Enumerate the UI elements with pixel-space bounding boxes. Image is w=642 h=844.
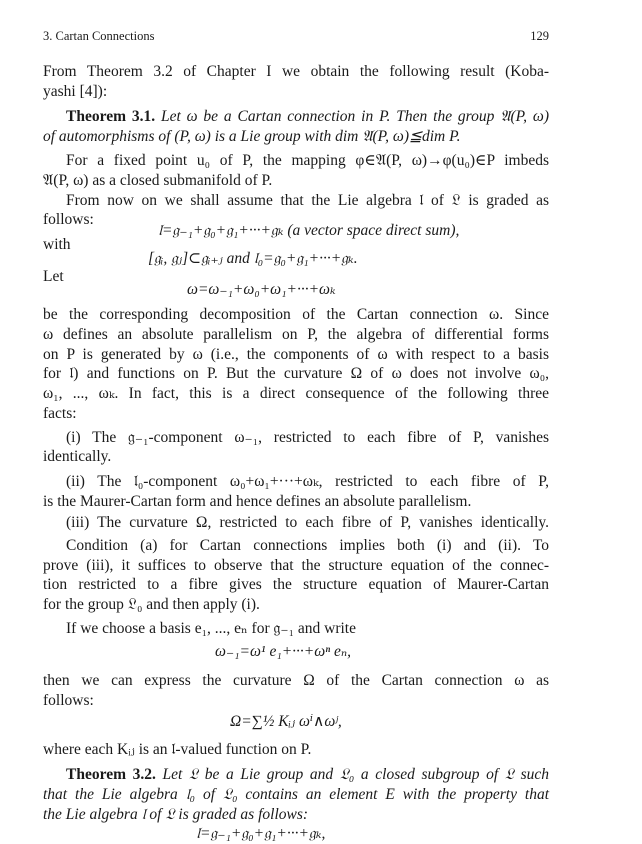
text-line: yashi [4]):: [43, 83, 108, 100]
theorem-3-1: [66, 108, 549, 126]
text-line: be the corresponding decomposition of the Cartan connection ω. Since: [43, 306, 549, 323]
text-line: with: [43, 236, 71, 253]
text-line: on P is generated by ω (i.e., the components of ω with respect to a basis: [43, 346, 549, 363]
theorem-label: Theorem 3.1.: [66, 108, 156, 125]
text-line: Let: [43, 268, 64, 285]
theorem-text: Let ω be a Cartan connection in P. Then the group 𝔄(P, ω): [160, 108, 549, 125]
equation: 𝔩=𝔤₋₁+𝔤₀+𝔤₁+···+𝔤ₖ (a vector space direct sum),: [158, 222, 460, 239]
theorem-text: Let 𝔏 be a Lie group and 𝔏₀ a closed subgroup of 𝔏 such: [162, 766, 550, 783]
text-line: (ii) The 𝔩₀-component ω₀+ω₁+···+ωₖ, restricted to each fibre of P,: [66, 473, 549, 490]
text-line: prove (iii), it suffices to observe that the structure equation of the connec-: [43, 557, 549, 574]
text-line: of automorphisms of (P, ω) is a Lie group with dim 𝔄(P, ω)≦dim P.: [43, 128, 461, 145]
equation: [𝔤ᵢ, 𝔤ⱼ]⊂𝔤ᵢ₊ⱼ and 𝔩₀=𝔤₀+𝔤₁+···+𝔤ₖ.: [148, 250, 358, 267]
equation: ω=ω₋₁+ω₀+ω₁+···+ωₖ: [187, 281, 336, 298]
text-line: (i) The 𝔤₋₁-component ω₋₁, restricted to each fibre of P, vanishes: [66, 429, 549, 446]
text-line: for the group 𝔏₀ and then apply (i).: [43, 596, 260, 613]
equation: ω₋₁=ω¹ e₁+···+ωⁿ eₙ,: [215, 643, 351, 660]
text-line: 𝔄(P, ω) as a closed submanifold of P.: [43, 172, 273, 189]
text-line: follows:: [43, 692, 94, 709]
text-line: where each Kᵢⱼ is an 𝔩-valued function on P.: [43, 741, 312, 758]
equation: Ω=∑½ Kᵢⱼ ωⁱ∧ωʲ,: [230, 713, 342, 730]
text-line: the Lie algebra 𝔩 of 𝔏 is graded as follows:: [43, 806, 309, 823]
text-line: for 𝔩) and functions on P. But the curvature Ω of ω does not involve ω₀,: [43, 365, 549, 382]
page-number: 129: [530, 29, 549, 43]
text-line: From now on we shall assume that the Lie algebra 𝔩 of 𝔏 is graded as: [66, 192, 549, 209]
text-line: tion restricted to a fibre gives the structure equation of Maurer-Cartan: [43, 576, 549, 593]
text-line: If we choose a basis e₁, ..., eₙ for 𝔤₋₁ and write: [66, 620, 356, 637]
text-line: follows:: [43, 211, 94, 228]
running-header: 3. Cartan Connections: [43, 29, 155, 43]
text-line: is the Maurer-Cartan form and hence defines an absolute parallelism.: [43, 493, 472, 510]
text-line: ω₁, ..., ωₖ. In fact, this is a direct consequence of the following three: [43, 385, 549, 402]
theorem-label: Theorem 3.2.: [66, 766, 156, 783]
text-line: (iii) The curvature Ω, restricted to each fibre of P, vanishes identically.: [66, 514, 549, 531]
text-line: Condition (a) for Cartan connections implies both (i) and (ii). To: [66, 537, 549, 554]
text-line: facts:: [43, 405, 77, 422]
text-line: that the Lie algebra 𝔩₀ of 𝔏₀ contains an element E with the property that: [43, 786, 549, 803]
text-line: From Theorem 3.2 of Chapter I we obtain the following result (Koba-: [43, 63, 549, 80]
equation: 𝔩=𝔤₋₁+𝔤₀+𝔤₁+···+𝔤ₖ,: [196, 825, 326, 842]
text-line: For a fixed point u₀ of P, the mapping φ∈𝔄(P, ω)→φ(u₀)∈P imbeds: [66, 152, 549, 169]
theorem-3-2: [66, 766, 549, 784]
text-line: then we can express the curvature Ω of the Cartan connection ω as: [43, 672, 549, 689]
text-line: identically.: [43, 448, 112, 465]
text-line: ω defines an absolute parallelism on P, the algebra of differential forms: [43, 326, 549, 343]
